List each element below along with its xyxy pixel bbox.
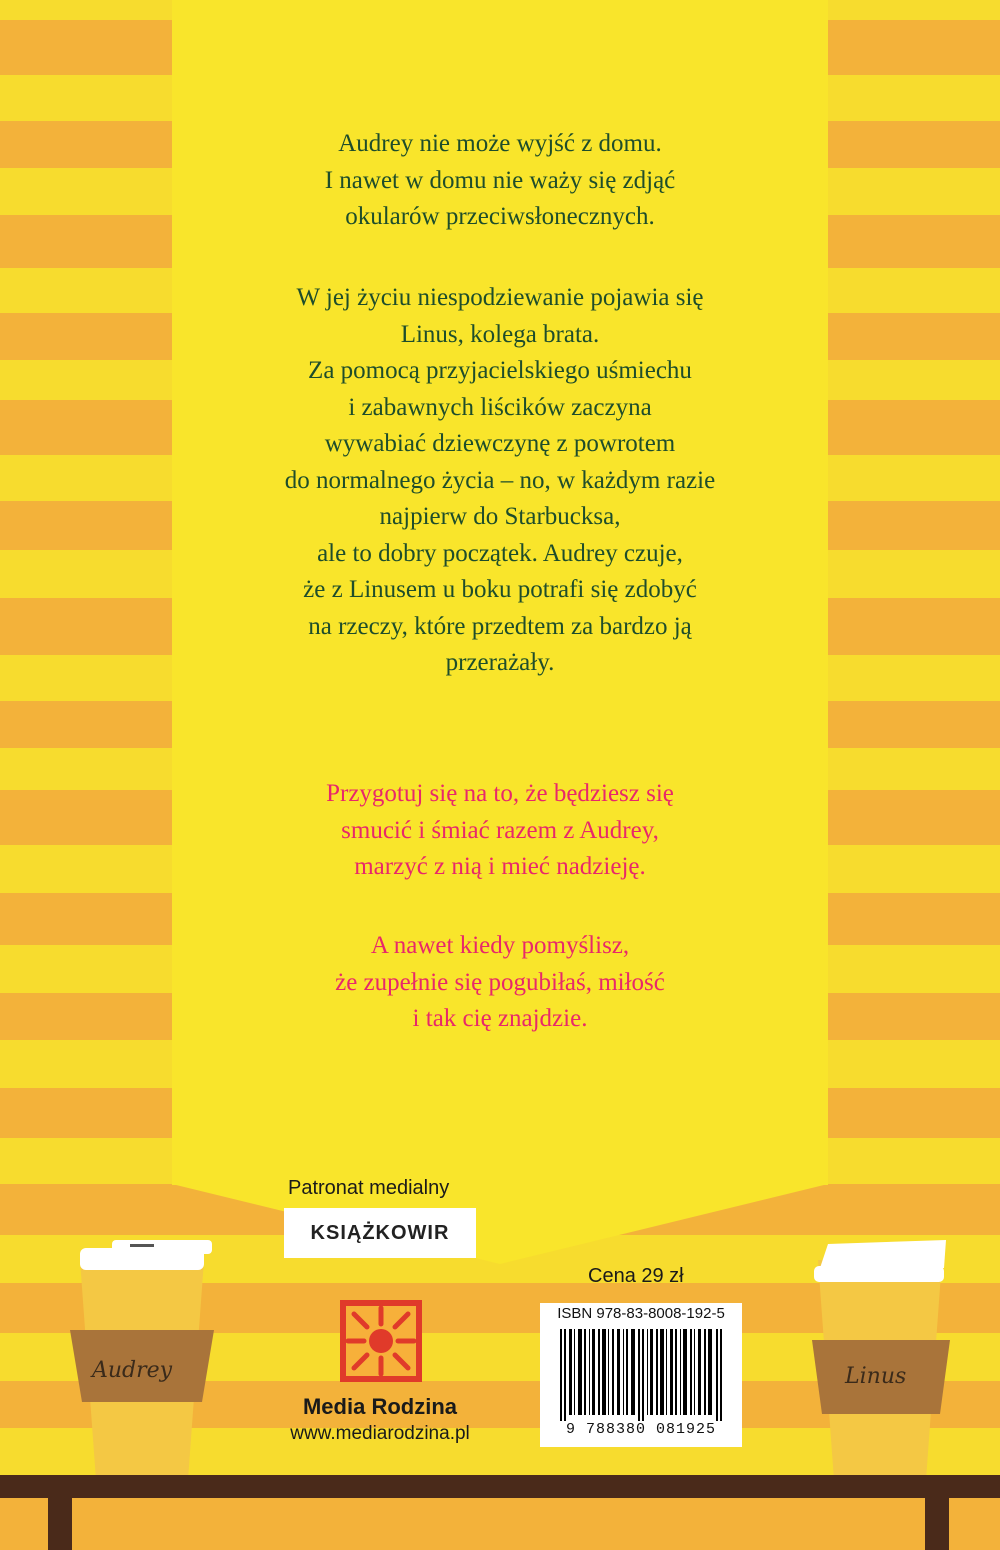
description-paragraph-2 [180, 280, 820, 682]
banner-tail [172, 1184, 828, 1264]
highlight-paragraph-2 [180, 928, 820, 1038]
text-line: i zabawnych liścików zaczyna [348, 393, 652, 421]
price-label: Cena 29 zł [588, 1265, 684, 1287]
barcode [540, 1303, 742, 1447]
table-top [0, 1475, 1000, 1498]
text-line: smucić i śmiać razem z Audrey, [341, 816, 659, 844]
text-line: Linus, kolega brata. [400, 320, 600, 348]
cup-label-linus: Linus [845, 1364, 907, 1389]
text-line: że z Linusem u boku potrafi się zdobyć [303, 576, 697, 603]
text-line: ale to dobry początek. Audrey czuje, [317, 539, 683, 567]
text-line: wywabiać dziewczynę z powrotem [324, 430, 676, 457]
barcode-bars-icon [560, 1329, 722, 1421]
barcode-digits: 9 788380 081925 [565, 1421, 717, 1438]
text-line: okularów przeciwsłonecznych. [345, 203, 655, 230]
text-line: do normalnego życia – no, w każdym razie [284, 466, 716, 494]
text-line: i tak cię znajdzie. [412, 1005, 588, 1032]
publisher-logo-icon [340, 1300, 422, 1382]
text-line: A nawet kiedy pomyślisz, [370, 932, 630, 959]
table-leg [48, 1498, 72, 1550]
patronage-label: Patronat medialny [288, 1177, 450, 1199]
isbn-text: ISBN 978-83-8008-192-5 [557, 1305, 725, 1322]
cup-label-audrey: Audrey [92, 1358, 173, 1383]
text-line: Audrey nie może wyjść z domu. [338, 130, 662, 157]
highlight-paragraph-1 [180, 776, 820, 886]
patronage-partner-logo: KSIĄŻKOWIR [284, 1208, 476, 1258]
coffee-cup-linus-icon [800, 1240, 960, 1480]
publisher-url[interactable]: www.mediarodzina.pl [290, 1423, 470, 1444]
text-line: W jej życiu niespodziewanie pojawia się [296, 284, 704, 311]
description-paragraph-1 [180, 126, 820, 236]
table-leg [925, 1498, 949, 1550]
text-line: I nawet w domu nie waży się zdjąć [324, 166, 676, 194]
text-line: Za pomocą przyjacielskiego uśmiechu [308, 357, 692, 384]
text-line: marzyć z nią i mieć nadzieję. [354, 853, 646, 880]
publisher-name: Media Rodzina [302, 1394, 457, 1419]
text-line: Przygotuj się na to, że będziesz się [326, 780, 674, 807]
text-line: najpierw do Starbucksa, [379, 503, 621, 530]
text-line: na rzeczy, które przedtem za bardzo ją [308, 612, 692, 640]
text-line: przerażały. [445, 649, 555, 676]
text-line: że zupełnie się pogubiłaś, miłość [335, 968, 665, 996]
